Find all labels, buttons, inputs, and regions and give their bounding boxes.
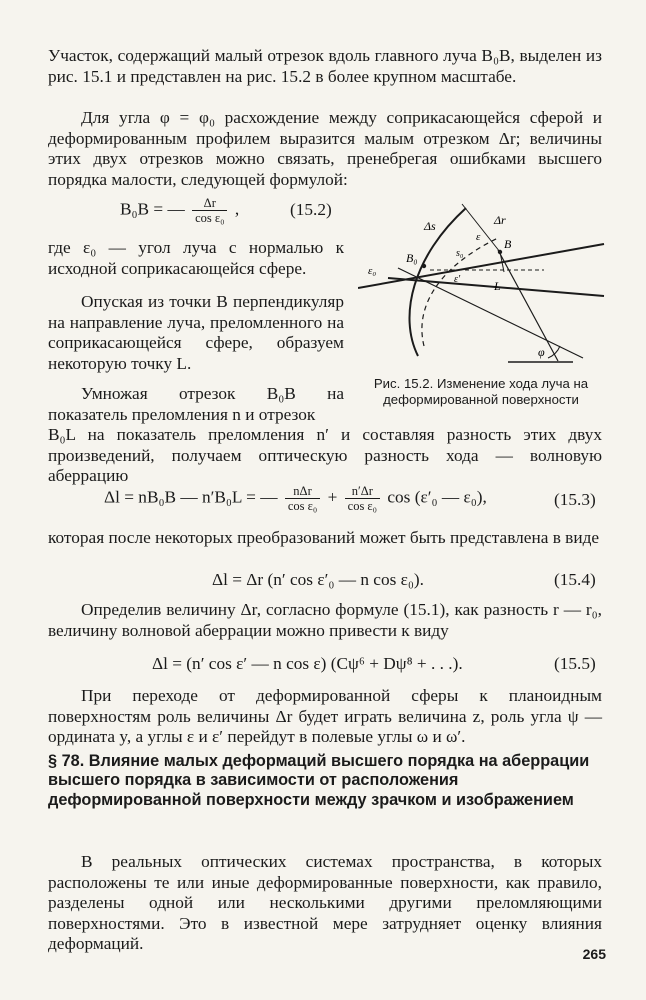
label-eps0-left: ε₀ — [368, 265, 377, 277]
figure-caption: Рис. 15.2. Изменение хода луча на деформированной поверхности — [373, 376, 589, 407]
equation-15-4: Δl = Δr (n′ cos ε′₀ — n cos ε₀). — [212, 570, 424, 589]
paragraph-real-systems: В реальных оптических системах пространства, в которых расположены те или иные деформированные поверхности, как правило, разделены одной или несколькими другими преломляющими поверхностями. Это в известной мере затрудняет оценку влияния деформаций. — [48, 852, 602, 954]
eq-15-2-tail: , — [234, 199, 240, 219]
eq-15-2-den: cos ε₀ — [195, 211, 225, 225]
phi-arc — [548, 346, 560, 358]
eq-15-3-tail: cos (ε′₀ — ε₀), — [387, 487, 487, 507]
eq-15-2-number: (15.2) — [290, 200, 332, 219]
eq-15-2-fraction — [192, 196, 227, 225]
eq-15-2-num: Δr — [192, 196, 227, 211]
eq-15-3-fraction-1 — [285, 484, 320, 513]
point-b — [498, 250, 502, 254]
page-number: 265 — [582, 946, 606, 962]
paragraph-wave-aberration: Определив величину Δr, согласно формуле (15.1), как разность r — r₀, величину волновой аберрации можно привести к виду — [48, 600, 602, 640]
eq-15-3-den-2: cos ε₀ — [347, 499, 378, 513]
label-phi: φ — [538, 345, 545, 359]
equation-15-3 — [104, 484, 487, 513]
section-heading: § 78. Влияние малых деформаций высшего порядка на аберрации высшего порядка в зависимости от расположения деформированной поверхности между зрачком и изображением — [48, 752, 590, 809]
eq-15-3-number: (15.3) — [554, 490, 596, 509]
label-l: L — [494, 279, 501, 293]
normal-line-right — [498, 250, 558, 361]
label-s0: s₀ — [456, 248, 464, 259]
delta-r-segment — [462, 204, 500, 252]
eq-15-3-plus: + — [327, 487, 338, 507]
paragraph-intro: Участок, содержащий малый отрезок вдоль главного луча B₀B, выделен из рис. 15.1 и представлен на рис. 15.2 в более крупном масштабе. — [48, 46, 602, 86]
normal-line-left — [398, 268, 583, 358]
paragraph-transform: которая после некоторых преобразований может быть представлена в виде — [48, 528, 600, 547]
label-eps: ε — [476, 231, 481, 243]
label-b: B — [504, 237, 512, 251]
paragraph-multiply-a: Умножая отрезок B₀B на показатель преломления n и отрезок — [48, 384, 344, 424]
eq-15-5-number: (15.5) — [554, 654, 596, 673]
paragraph-angle-def: где ε₀ — угол луча с нормалью к исходной соприкасающейся сфере. — [48, 238, 344, 278]
eq-15-3-num-2: n′Δr — [345, 484, 380, 499]
paragraph-multiply-b: B₀L на показатель преломления n′ и составляя разность этих двух произведений, получаем оптическую разность хода — волновую аберрацию — [48, 425, 602, 486]
incident-ray — [358, 244, 604, 288]
eq-15-3-num-1: nΔr — [285, 484, 320, 499]
paragraph-planoid: При переходе от деформированной сферы к планоидным поверхностям роль величины Δr будет играть величина z, роль угла ψ — ордината y, а углы ε и ε′ перейдут в полевые углы ω и ω′. — [48, 686, 602, 747]
paragraph-point-l: Опуская из точки B перпендикуляр на направление луча, преломленного на соприкасающейся сфере, образуем некоторую точку L. — [48, 292, 344, 373]
label-delta-r: Δr — [494, 213, 506, 227]
label-delta-s: Δs — [424, 219, 436, 233]
eq-15-3-fraction-2 — [345, 484, 380, 513]
eq-15-2-lhs: B₀B = — — [120, 199, 185, 219]
label-b0: B₀ — [406, 251, 418, 265]
equation-15-2 — [120, 196, 239, 225]
equation-15-5: Δl = (n′ cos ε′ — n cos ε) (Cψ⁶ + Dψ⁸ + . . .). — [152, 654, 463, 673]
label-eps-prime: ε′ — [454, 274, 461, 285]
paragraph-deviation: Для угла φ = φ₀ расхождение между соприкасающейся сферой и деформированным профилем выразится малым отрезком Δr; величины этих двух отрезков можно связать, пренебрегая ошибками высшего порядка малости, следующей формулой: — [48, 108, 602, 189]
eq-15-3-lhs: Δl = nB₀B — n′B₀L = — — [104, 487, 278, 507]
eq-15-4-number: (15.4) — [554, 570, 596, 589]
eq-15-3-den-1: cos ε₀ — [287, 499, 318, 513]
figure-15-2 — [358, 196, 608, 376]
point-b0 — [422, 264, 426, 268]
